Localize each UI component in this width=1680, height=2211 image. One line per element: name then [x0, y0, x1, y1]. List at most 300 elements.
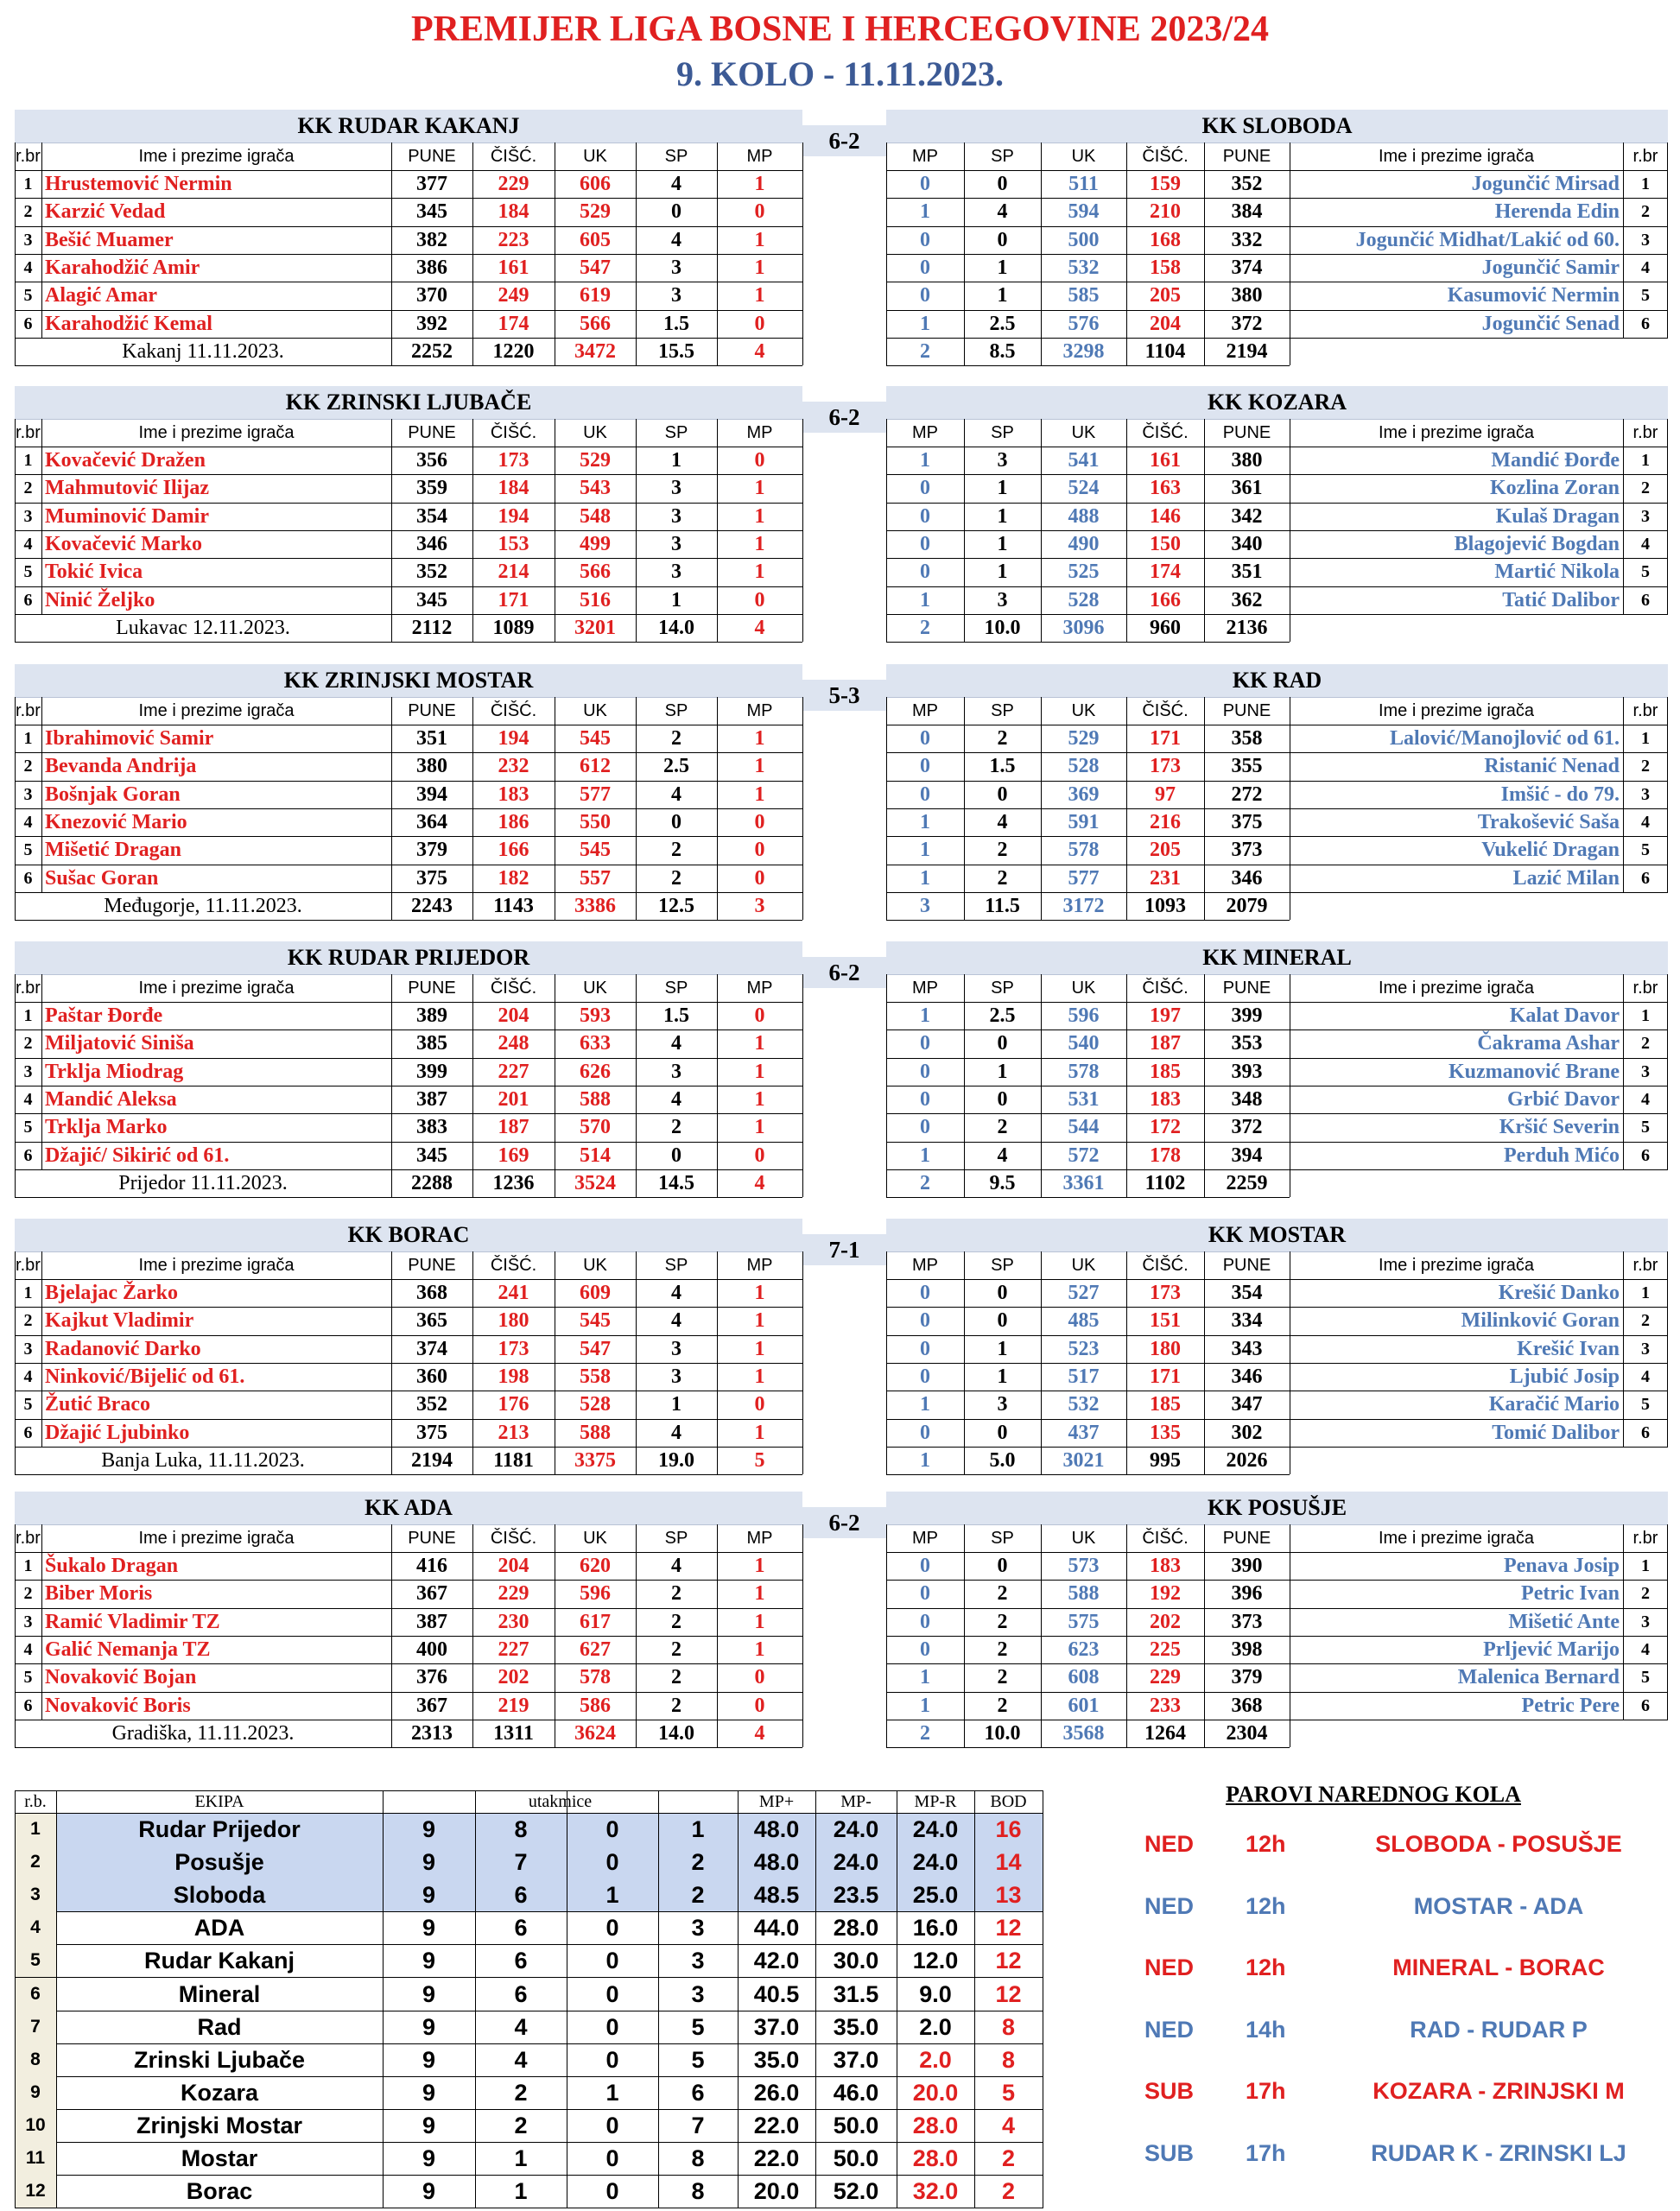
standings-header: [15, 1790, 1043, 1813]
standings-g: 9: [422, 2046, 436, 2073]
column-header: PUNE: [1204, 143, 1290, 171]
away-player-sp: 1: [997, 256, 1008, 279]
away-player-uk: 528: [1068, 588, 1100, 611]
away-player-sp: 3: [997, 449, 1008, 472]
home-team-name: KK ADA: [365, 1495, 453, 1520]
away-player-mp: 0: [920, 1638, 930, 1661]
home-player-sp: 2: [671, 1582, 682, 1606]
grid-line: [15, 1113, 802, 1114]
away-total-pune: 2259: [1226, 1171, 1268, 1194]
away-player-cisc: 202: [1150, 1610, 1181, 1633]
column-header: MP: [717, 143, 802, 171]
standings-w: 2: [514, 2079, 528, 2106]
pair-day: NED: [1144, 1831, 1195, 1857]
grid-line: [15, 781, 802, 782]
home-player-cisc: 219: [498, 1694, 529, 1717]
away-player-sp: 2: [997, 839, 1008, 862]
grid-line: [41, 1524, 42, 1720]
away-header: [886, 110, 1668, 143]
player-row: [15, 226, 1668, 254]
player-row: [15, 1663, 1668, 1691]
column-header: MP: [717, 1524, 802, 1553]
away-player-rb: 2: [1641, 478, 1650, 498]
away-player-sp: 1: [997, 1337, 1008, 1360]
totals-row: [15, 614, 1668, 642]
away-player-name: Kulaš Dragan: [1495, 504, 1620, 528]
standings-mpp: 48.0: [753, 1816, 800, 1842]
away-player-pune: 373: [1231, 1610, 1263, 1633]
away-player-cisc: 159: [1150, 173, 1181, 195]
home-player-sp: 3: [671, 477, 682, 500]
home-player-uk: 620: [580, 1555, 611, 1577]
away-player-name: Herenda Edin: [1494, 200, 1620, 224]
standings-mpp: 22.0: [753, 2112, 800, 2138]
grid-line: [15, 1363, 802, 1364]
standings-col-bod: BOD: [990, 1792, 1027, 1811]
home-player-name: Džajić/ Sikirić od 61.: [45, 1144, 230, 1167]
away-player-uk: 485: [1068, 1309, 1100, 1333]
away-player-pune: 272: [1231, 782, 1263, 806]
away-total-mp: 2: [920, 1721, 930, 1745]
standings-bod: 12: [995, 1948, 1022, 1974]
standings-l: 3: [691, 1915, 705, 1942]
next-round-pair: [1075, 1827, 1671, 1861]
home-total-uk: 3375: [574, 1448, 616, 1472]
away-player-name: Krešić Danko: [1498, 1282, 1620, 1304]
home-player-uk: 543: [580, 477, 611, 500]
home-total-uk: 3386: [574, 894, 616, 917]
away-player-cisc: 173: [1150, 755, 1181, 778]
home-player-cisc: 230: [498, 1610, 529, 1633]
grid-line: [15, 1447, 802, 1448]
away-total-sp: 10.0: [984, 616, 1021, 639]
match-location-date: Prijedor 11.11.2023.: [118, 1171, 288, 1194]
away-player-pune: 334: [1231, 1309, 1263, 1333]
player-row: [15, 310, 1668, 338]
away-player-rb: 4: [1641, 257, 1650, 277]
grid-line: [15, 170, 802, 171]
away-header: [886, 386, 1668, 420]
standings-mpr: 32.0: [912, 2178, 959, 2205]
home-player-sp: 2: [671, 1116, 682, 1139]
standings-w: 6: [514, 1915, 528, 1942]
away-player-uk: 525: [1068, 561, 1100, 584]
away-player-name: Jogunčić Senad: [1481, 312, 1620, 335]
home-player-sp: 0: [671, 1144, 682, 1167]
standings-d: 1: [605, 1882, 619, 1909]
away-player-rb: 1: [1641, 174, 1650, 193]
away-total-uk: 3298: [1062, 339, 1105, 363]
grid-line: [15, 474, 802, 475]
away-player-rb: 4: [1641, 1366, 1650, 1386]
column-header: Ime i prezime igrača: [1290, 419, 1623, 447]
away-player-sp: 0: [997, 1282, 1008, 1304]
away-player-pune: 390: [1231, 1555, 1263, 1577]
away-player-rb: 6: [1641, 1145, 1650, 1165]
home-player-mp: 1: [754, 532, 765, 555]
column-header: ČIŠĆ.: [472, 974, 555, 1003]
home-total-uk: 3472: [574, 339, 616, 363]
home-player-uk: 547: [580, 256, 611, 279]
standings-mpm: 50.0: [833, 2145, 879, 2171]
home-player-name: Mahmutović Ilijaz: [45, 477, 209, 500]
standings-mpp: 37.0: [753, 2013, 800, 2040]
away-player-mp: 0: [920, 1582, 930, 1606]
home-player-mp: 1: [754, 1638, 765, 1661]
pair-day: SUB: [1144, 2139, 1195, 2166]
standings-mpr: 20.0: [912, 2079, 959, 2106]
grid-line: [886, 642, 1290, 643]
home-player-rb: 4: [23, 257, 33, 277]
home-player-pune: 367: [416, 1582, 447, 1606]
column-header: ČIŠĆ.: [1126, 1251, 1204, 1280]
away-total-sp: 8.5: [989, 339, 1016, 363]
standings-rb: 3: [15, 1878, 56, 1911]
home-team-name: KK BORAC: [347, 1222, 470, 1247]
grid-line: [886, 1474, 1290, 1475]
away-player-uk: 523: [1068, 1337, 1100, 1360]
away-player-mp: 0: [920, 1309, 930, 1333]
standings-row: [15, 2175, 1043, 2208]
home-player-uk: 609: [580, 1282, 611, 1304]
standings-l: 1: [691, 1816, 705, 1842]
standings-bod: 2: [1001, 2178, 1016, 2205]
away-player-mp: 0: [920, 173, 930, 195]
away-player-mp: 0: [920, 477, 930, 500]
match-block: [15, 386, 1668, 638]
page-subtitle: 9. KOLO - 11.11.2023.: [676, 54, 1004, 93]
home-player-name: Džajić Ljubinko: [45, 1421, 190, 1444]
standings-w: 6: [514, 1948, 528, 1974]
standings-row: [15, 2109, 1043, 2143]
match-block: [15, 941, 1668, 1194]
column-header: PUNE: [391, 419, 472, 447]
away-player-pune: 348: [1231, 1087, 1263, 1111]
column-header: MP: [886, 143, 964, 171]
home-player-sp: 2: [671, 1694, 682, 1717]
home-player-rb: 3: [23, 1612, 33, 1631]
standings-row: [15, 1813, 1043, 1847]
standings-d: 0: [605, 1849, 619, 1876]
grid-line: [15, 1002, 802, 1003]
totals-row: [15, 1720, 1668, 1747]
away-player-name: Čakrama Ashar: [1477, 1032, 1620, 1055]
home-player-name: Novaković Boris: [45, 1694, 191, 1717]
column-header: SP: [636, 419, 717, 447]
home-total-pune: 2252: [411, 339, 453, 363]
column-header: r.br: [1623, 419, 1668, 447]
home-player-name: Muminović Damir: [45, 504, 209, 528]
match-score: 6-2: [802, 957, 886, 988]
away-player-pune: 379: [1231, 1666, 1263, 1689]
away-player-pune: 342: [1231, 504, 1263, 528]
away-player-name: Kozlina Zoran: [1489, 477, 1620, 500]
away-player-cisc: 183: [1150, 1087, 1181, 1111]
home-player-mp: 0: [754, 312, 765, 335]
home-player-mp: 1: [754, 1060, 765, 1083]
away-player-rb: 3: [1641, 506, 1650, 526]
match-location-date: Kakanj 11.11.2023.: [122, 339, 284, 363]
grid-line: [1623, 143, 1624, 338]
away-player-cisc: 171: [1150, 727, 1181, 750]
away-player-sp: 1: [997, 1060, 1008, 1083]
away-player-name: Mandić Đorđe: [1491, 449, 1620, 472]
grid-line: [391, 642, 802, 643]
away-player-mp: 1: [920, 839, 930, 862]
away-player-sp: 0: [997, 228, 1008, 251]
away-player-uk: 577: [1068, 866, 1100, 890]
home-player-cisc: 184: [498, 200, 529, 224]
home-player-mp: 1: [754, 256, 765, 279]
standings-w: 6: [514, 1980, 528, 2007]
standings-d: 0: [605, 2178, 619, 2205]
home-total-uk: 3524: [574, 1171, 616, 1194]
away-player-cisc: 172: [1150, 1116, 1181, 1139]
standings-team: Kozara: [180, 2079, 259, 2106]
away-player-name: Vukelić Dragan: [1481, 839, 1620, 862]
away-player-rb: 5: [1641, 840, 1650, 860]
standings-team: ADA: [193, 1915, 245, 1942]
home-player-cisc: 229: [498, 173, 529, 195]
home-player-pune: 368: [416, 1282, 447, 1304]
home-player-uk: 545: [580, 839, 611, 862]
home-total-mp: 4: [754, 339, 765, 363]
away-player-uk: 532: [1068, 256, 1100, 279]
away-player-sp: 0: [997, 1555, 1008, 1577]
player-row: [15, 1692, 1668, 1720]
home-player-cisc: 227: [498, 1060, 529, 1083]
grid-line: [886, 1363, 1668, 1364]
home-total-uk: 3624: [574, 1721, 616, 1745]
home-total-cisc: 1311: [493, 1721, 534, 1745]
home-player-mp: 1: [754, 782, 765, 806]
home-player-pune: 389: [416, 1004, 447, 1027]
grid-line: [886, 752, 1668, 753]
away-player-name: Karačić Mario: [1488, 1393, 1620, 1416]
home-total-cisc: 1143: [493, 894, 534, 917]
home-player-rb: 5: [23, 1668, 33, 1688]
home-player-pune: 375: [416, 1421, 447, 1444]
home-player-pune: 359: [416, 477, 447, 500]
column-header: Ime i prezime igrača: [1290, 143, 1623, 171]
away-player-sp: 0: [997, 1087, 1008, 1111]
player-row: [15, 1608, 1668, 1636]
home-total-sp: 19.0: [658, 1448, 694, 1472]
grid-line: [15, 365, 391, 366]
home-player-rb: 6: [23, 590, 33, 610]
away-player-name: Malenica Bernard: [1457, 1666, 1620, 1689]
home-player-cisc: 214: [498, 561, 529, 584]
grid-line: [886, 1142, 1668, 1143]
grid-line: [886, 1608, 1668, 1609]
standings-g: 9: [422, 1980, 436, 2007]
standings-w: 4: [514, 2046, 528, 2073]
home-player-rb: 1: [23, 1283, 33, 1302]
home-player-name: Kajkut Vladimir: [45, 1309, 194, 1333]
home-player-mp: 0: [754, 866, 765, 890]
home-player-uk: 566: [580, 312, 611, 335]
standings-col-mp_r: MP-R: [914, 1792, 957, 1811]
away-total-mp: 1: [920, 1448, 930, 1472]
home-player-name: Bevanda Andrija: [45, 755, 197, 778]
away-player-sp: 0: [997, 1421, 1008, 1444]
grid-line: [15, 808, 802, 809]
grid-line: [15, 1747, 391, 1748]
away-player-name: Tatić Dalibor: [1502, 588, 1620, 611]
grid-line: [886, 1447, 1668, 1448]
away-player-name: Mišetić Ante: [1508, 1610, 1620, 1633]
standings-g: 9: [422, 2013, 436, 2040]
player-row: [15, 1086, 1668, 1113]
away-player-name: Kršić Severin: [1499, 1116, 1620, 1139]
home-player-mp: 1: [754, 1032, 765, 1055]
match-block: [15, 1219, 1668, 1471]
home-player-pune: 354: [416, 504, 447, 528]
column-header: SP: [636, 1251, 717, 1280]
away-player-name: Blagojević Bogdan: [1454, 532, 1620, 555]
standings-team: Posušje: [174, 1849, 264, 1876]
away-player-mp: 1: [920, 449, 930, 472]
away-player-sp: 3: [997, 1393, 1008, 1416]
grid-line: [802, 1251, 803, 1474]
away-player-name: Tomić Dalibor: [1492, 1421, 1620, 1444]
away-player-sp: 1.5: [989, 755, 1016, 778]
standings-rb: 10: [15, 2109, 56, 2142]
home-player-rb: 6: [23, 1422, 33, 1442]
home-player-pune: 356: [416, 449, 447, 472]
grid-line: [802, 974, 803, 1197]
standings-mpr: 24.0: [912, 1849, 959, 1876]
home-player-rb: 4: [23, 1089, 33, 1109]
standings-mpm: 50.0: [833, 2112, 879, 2138]
away-player-uk: 528: [1068, 755, 1100, 778]
away-player-pune: 346: [1231, 866, 1263, 890]
away-player-sp: 4: [997, 1144, 1008, 1167]
home-player-sp: 4: [671, 1421, 682, 1444]
match-score: 7-1: [802, 1234, 886, 1265]
grid-line: [15, 1580, 802, 1581]
home-player-sp: 4: [671, 1282, 682, 1304]
away-player-mp: 1: [920, 1004, 930, 1027]
standings-rb: 9: [15, 2076, 56, 2109]
grid-line: [15, 143, 16, 338]
away-player-pune: 375: [1231, 810, 1263, 833]
away-player-mp: 0: [920, 1610, 930, 1633]
standings-mpp: 40.5: [753, 1980, 800, 2007]
away-player-rb: 1: [1641, 1283, 1650, 1302]
away-player-cisc: 183: [1150, 1555, 1181, 1577]
grid-line: [815, 1790, 816, 2208]
home-player-cisc: 186: [498, 810, 529, 833]
away-player-rb: 1: [1641, 729, 1650, 748]
away-player-mp: 0: [920, 1032, 930, 1055]
home-player-sp: 4: [671, 173, 682, 195]
pair-match: RAD - RUDAR P: [1410, 2016, 1588, 2043]
away-player-cisc: 135: [1150, 1421, 1181, 1444]
column-header: r.br: [1623, 697, 1668, 725]
standings-mpp: 22.0: [753, 2145, 800, 2171]
away-player-name: Lazić Milan: [1512, 866, 1620, 890]
away-player-sp: 2: [997, 1666, 1008, 1689]
away-player-uk: 594: [1068, 200, 1100, 224]
away-player-mp: 0: [920, 1555, 930, 1577]
away-player-pune: 351: [1231, 561, 1263, 584]
column-header: MP: [717, 419, 802, 447]
standings-d: 0: [605, 2046, 619, 2073]
home-player-pune: 352: [416, 561, 447, 584]
home-player-uk: 578: [580, 1666, 611, 1689]
home-total-cisc: 1089: [492, 616, 535, 639]
home-player-sp: 3: [671, 256, 682, 279]
away-player-mp: 0: [920, 1087, 930, 1111]
standings-col-rb: r.b.: [24, 1792, 47, 1811]
home-player-rb: 2: [23, 202, 33, 222]
grid-line: [15, 254, 802, 255]
standings-l: 3: [691, 1948, 705, 1974]
away-total-mp: 2: [920, 616, 930, 639]
home-player-rb: 5: [23, 1118, 33, 1137]
column-header: Ime i prezime igrača: [1290, 1524, 1623, 1553]
grid-line: [15, 338, 16, 365]
standings-mpm: 46.0: [833, 2079, 879, 2106]
grid-line: [15, 974, 16, 1169]
home-player-rb: 5: [23, 1395, 33, 1415]
home-total-uk: 3201: [574, 616, 616, 639]
away-player-cisc: 158: [1150, 256, 1181, 279]
standings-l: 8: [691, 2178, 705, 2205]
home-total-mp: 5: [754, 1448, 765, 1472]
away-total-uk: 3021: [1062, 1448, 1105, 1472]
column-header: r.br: [15, 1251, 41, 1280]
away-total-uk: 3361: [1062, 1171, 1105, 1194]
away-player-name: Lalović/Manojlović od 61.: [1390, 727, 1620, 750]
grid-line: [56, 1790, 57, 2208]
home-player-cisc: 204: [498, 1555, 529, 1577]
home-player-rb: 3: [23, 1061, 33, 1081]
away-total-pune: 2026: [1226, 1448, 1268, 1472]
home-player-mp: 1: [754, 1582, 765, 1606]
player-row: [15, 1335, 1668, 1363]
away-player-sp: 2: [997, 1116, 1008, 1139]
home-player-cisc: 213: [498, 1421, 529, 1444]
standings-w: 2: [514, 2112, 528, 2138]
column-header: PUNE: [391, 143, 472, 171]
player-row: [15, 586, 1668, 614]
home-player-mp: 1: [754, 1421, 765, 1444]
home-player-rb: 6: [23, 314, 33, 333]
grid-line: [15, 1663, 802, 1664]
away-player-pune: 361: [1231, 477, 1263, 500]
home-player-rb: 6: [23, 868, 33, 888]
away-player-mp: 0: [920, 256, 930, 279]
grid-line: [15, 697, 16, 892]
player-row: [15, 474, 1668, 502]
standings-mpr: 25.0: [912, 1882, 959, 1909]
standings-col-mp_plus: MP+: [758, 1792, 795, 1811]
standings-w: 6: [514, 1882, 528, 1909]
away-player-uk: 601: [1068, 1694, 1100, 1717]
grid-line: [15, 558, 802, 559]
totals-row: [15, 1447, 1668, 1474]
standings-bod: 12: [995, 1915, 1022, 1942]
standings-bod: 12: [995, 1980, 1022, 2007]
away-player-name: Kasumović Nermin: [1447, 284, 1620, 307]
standings-mpp: 48.0: [753, 1849, 800, 1876]
away-player-pune: 362: [1231, 588, 1263, 611]
away-player-sp: 1: [997, 284, 1008, 307]
column-header: PUNE: [1204, 974, 1290, 1003]
away-player-rb: 5: [1641, 562, 1650, 582]
